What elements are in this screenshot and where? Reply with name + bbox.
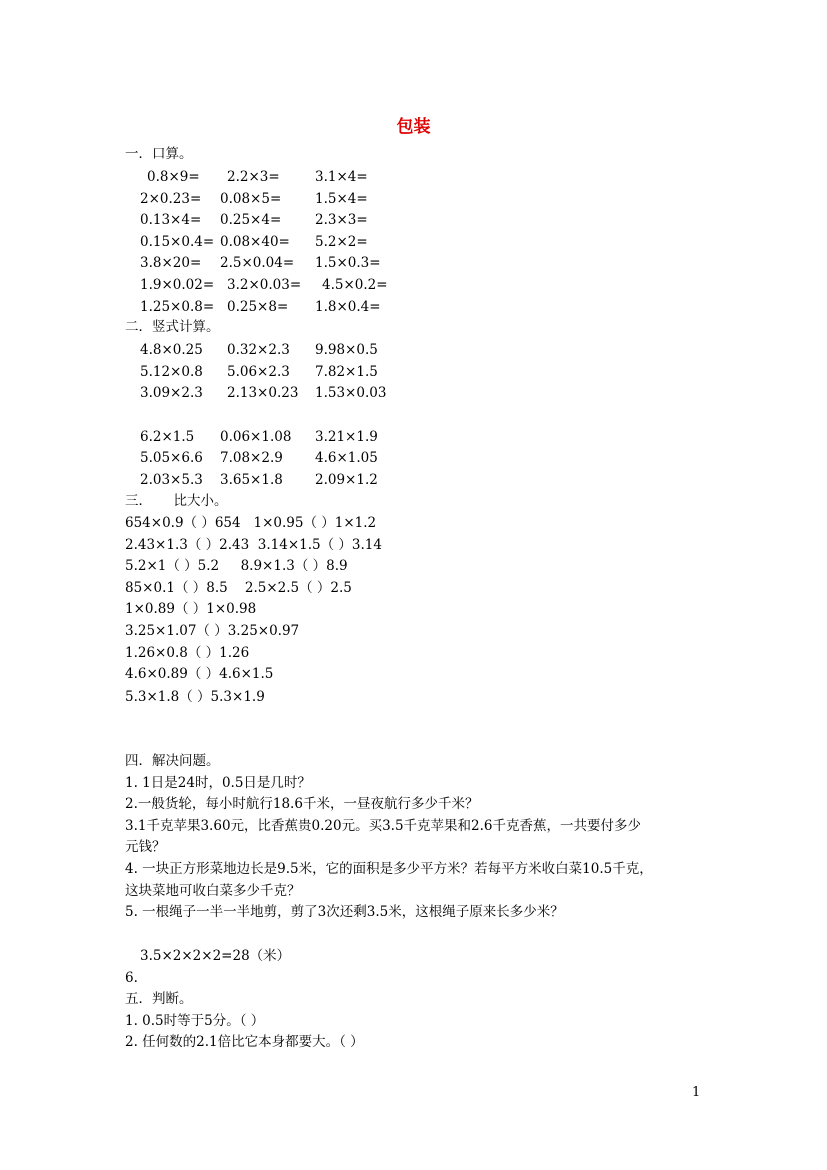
compare-item: 5.2×1（ ）5.2 8.9×1.3（ ）8.9 <box>125 558 348 574</box>
vertical-calc-item: 0.06×1.08 <box>220 429 292 445</box>
oral-calc-item: 1.8×0.4= <box>315 299 381 315</box>
oral-calc-item: 2.3×3= <box>315 212 368 228</box>
vertical-calc-item: 4.8×0.25 <box>140 342 203 358</box>
vertical-calc-item: 7.82×1.5 <box>315 364 378 380</box>
vertical-calc-item: 2.03×5.3 <box>140 472 203 488</box>
problem-line: 6. <box>125 970 138 986</box>
oral-calc-item: 2.2×3= <box>227 169 280 185</box>
problem-answer: 3.5×2×2×2=28（米） <box>140 948 291 964</box>
problem-line: 3.1千克苹果3.60元，比香蕉贵0.20元。买3.5千克苹果和2.6千克香蕉，一共要付多少 <box>125 818 642 834</box>
compare-item: 4.6×0.89（ ）4.6×1.5 <box>125 666 274 682</box>
vertical-calc-item: 7.08×2.9 <box>220 450 283 466</box>
oral-calc-item: 3.2×0.03= <box>227 277 302 293</box>
vertical-calc-item: 5.05×6.6 <box>140 450 203 466</box>
oral-calc-item: 0.25×8= <box>227 299 289 315</box>
oral-calc-item: 3.8×20= <box>140 255 202 271</box>
oral-calc-item: 2.5×0.04= <box>220 255 295 271</box>
oral-calc-item: 0.15×0.4= <box>140 234 215 250</box>
oral-calc-item: 5.2×2= <box>315 234 368 250</box>
vertical-calc-item: 3.09×2.3 <box>140 385 203 401</box>
vertical-calc-item: 5.12×0.8 <box>140 364 203 380</box>
oral-calc-item: 1.25×0.8= <box>140 299 215 315</box>
judge-item: 1. 0.5时等于5分。（ ） <box>125 1013 265 1029</box>
section-5-heading: 五．判断。 <box>125 991 193 1007</box>
vertical-calc-item: 2.09×1.2 <box>315 472 378 488</box>
problem-line: 1. 1日是24时，0.5日是几时？ <box>125 775 311 791</box>
compare-item: 85×0.1（ ）8.5 2.5×2.5（ ）2.5 <box>125 580 352 596</box>
section-1-heading: 一．口算。 <box>125 146 193 162</box>
oral-calc-item: 1.5×0.3= <box>315 255 381 271</box>
compare-item: 5.3×1.8（ ）5.3×1.9 <box>125 689 265 705</box>
oral-calc-item: 0.08×5= <box>220 191 282 207</box>
section-4-heading: 四．解决问题。 <box>125 753 220 769</box>
problem-line: 5. 一根绳子一半一半地剪，剪了3次还剩3.5米，这根绳子原来长多少米？ <box>125 904 564 920</box>
compare-item: 2.43×1.3（ ）2.43 3.14×1.5（ ）3.14 <box>125 537 382 553</box>
section-3-heading: 三． 比大小。 <box>125 493 228 509</box>
compare-item: 654×0.9（ ）654 1×0.95（ ）1×1.2 <box>125 515 377 531</box>
vertical-calc-item: 9.98×0.5 <box>315 342 378 358</box>
oral-calc-item: 0.13×4= <box>140 212 202 228</box>
vertical-calc-item: 3.65×1.8 <box>220 472 283 488</box>
compare-item: 1×0.89（ ）1×0.98 <box>125 601 257 617</box>
vertical-calc-item: 5.06×2.3 <box>227 364 290 380</box>
page-title: 包装 <box>396 117 431 137</box>
vertical-calc-item: 2.13×0.23 <box>227 385 299 401</box>
section-2-heading: 二．竖式计算。 <box>125 319 220 335</box>
vertical-calc-item: 3.21×1.9 <box>315 429 378 445</box>
oral-calc-item: 1.5×4= <box>315 191 368 207</box>
oral-calc-item: 0.8×9= <box>147 169 200 185</box>
problem-line: 元钱？ <box>125 839 166 855</box>
oral-calc-item: 4.5×0.2= <box>322 277 388 293</box>
compare-item: 1.26×0.8（ ）1.26 <box>125 645 250 661</box>
oral-calc-item: 1.9×0.02= <box>140 277 215 293</box>
oral-calc-item: 0.08×40= <box>220 234 290 250</box>
vertical-calc-item: 0.32×2.3 <box>227 342 290 358</box>
problem-line: 4. 一块正方形菜地边长是9.5米，它的面积是多少平方米？若每平方米收白菜10.5千克， <box>125 861 653 877</box>
vertical-calc-item: 6.2×1.5 <box>140 429 195 445</box>
oral-calc-item: 3.1×4= <box>315 169 368 185</box>
page-number: 1 <box>692 1085 701 1100</box>
oral-calc-item: 2×0.23= <box>140 191 202 207</box>
vertical-calc-item: 1.53×0.03 <box>315 385 387 401</box>
problem-line: 2.一般货轮，每小时航行18.6千米，一昼夜航行多少千米？ <box>125 796 479 812</box>
judge-item: 2. 任何数的2.1倍比它本身都要大。（ ） <box>125 1034 364 1050</box>
problem-line: 这块菜地可收白菜多少千克？ <box>125 883 301 899</box>
vertical-calc-item: 4.6×1.05 <box>315 450 378 466</box>
compare-item: 3.25×1.07（ ）3.25×0.97 <box>125 623 300 639</box>
oral-calc-item: 0.25×4= <box>220 212 282 228</box>
